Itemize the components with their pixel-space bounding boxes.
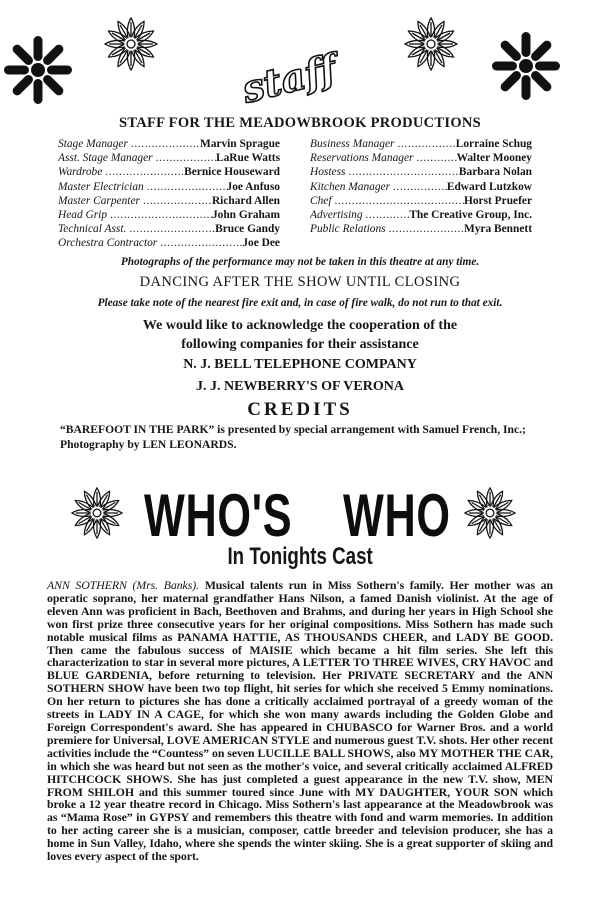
staff-name: The Creative Group, Inc. <box>409 208 532 221</box>
staff-name: Richard Allen <box>211 194 280 207</box>
staff-name: Bernice Houseward <box>184 166 280 179</box>
staff-row <box>310 222 532 236</box>
staff-name: Walter Mooney <box>456 152 532 165</box>
staff-role: Technical Asst. <box>58 223 127 236</box>
staff-name: Joe Dee <box>242 237 280 250</box>
outline-flower-icon <box>103 16 159 72</box>
staff-row <box>58 236 280 250</box>
whos-who-word-2: WHO <box>343 482 451 549</box>
staff-row <box>310 208 532 222</box>
staff-name: Joe Anfuso <box>226 180 280 193</box>
staff-role: Wardrobe <box>58 166 103 179</box>
staff-heading: STAFF FOR THE MEADOWBROOK PRODUCTIONS <box>118 115 482 131</box>
staff-role: Master Carpenter <box>58 194 140 207</box>
leader-dots <box>390 180 447 194</box>
company-name: J. J. NEWBERRY'S OF VERONA <box>196 379 404 394</box>
staff-title-text: staff <box>237 45 341 112</box>
credits-text: “BAREFOOT IN THE PARK” is presented by special arrangement with Samuel French, Inc.; Photography by LEN LEONARDS. <box>60 423 526 451</box>
cast-subtitle-text: In Tonights Cast <box>227 543 373 570</box>
staff-row <box>310 151 532 165</box>
staff-row <box>58 222 280 236</box>
outline-flower-icon <box>70 486 124 540</box>
staff-name: LaRue Watts <box>215 152 280 165</box>
solid-flower-icon <box>2 34 74 106</box>
staff-row <box>58 165 280 179</box>
whos-who-word-1: WHO'S <box>144 482 293 549</box>
leader-dots <box>153 151 216 165</box>
staff-title <box>232 44 362 114</box>
cast-subtitle <box>0 543 600 571</box>
staff-row <box>58 194 280 208</box>
leader-dots <box>394 137 455 151</box>
staff-role: Reservations Manager <box>310 152 414 165</box>
staff-role: Orchestra Contractor <box>58 237 158 250</box>
dancing-notice: DANCING AFTER THE SHOW UNTIL CLOSING <box>139 274 461 290</box>
acknowledgement-line-2: following companies for their assistance <box>181 337 419 352</box>
leader-dots <box>144 180 227 194</box>
staff-row <box>310 137 532 151</box>
staff-row <box>310 180 532 194</box>
leader-dots <box>345 165 458 179</box>
acknowledgement-line-1: We would like to acknowledge the cooperation of the <box>142 318 458 333</box>
staff-row <box>58 151 280 165</box>
staff-role: Public Relations <box>310 223 386 236</box>
staff-row <box>58 180 280 194</box>
fire-exit-notice: Please take note of the nearest fire exit and, in case of fire walk, do not run to that exit. <box>97 297 503 309</box>
staff-role: Kitchen Manager <box>310 180 391 193</box>
leader-dots <box>128 137 200 151</box>
staff-row <box>58 137 280 151</box>
leader-dots <box>332 194 464 208</box>
staff-role: Advertising <box>310 208 363 221</box>
leader-dots <box>157 236 242 250</box>
outline-flower-icon <box>403 16 459 72</box>
staff-name: Bruce Gandy <box>215 223 280 236</box>
staff-role: Business Manager <box>310 138 395 150</box>
bio-text: Musical talents run in Miss Sothern's family. Her mother was an operatic soprano, her maternal grandfather Hans Nilson, a famed Danish violinist. At the age of eleven Ann was proficient in Bach, Beethoven and Brahms, and during her years in High School she won first prize three consecutive years for her original compositions. Miss Sothern has made such notable musical films as PANAMA HATTIE, AS THOUSANDS CHEER, and LADY BE GOOD. Then came the fabulous success of MAISIE which became a hit film series. She left this characterization to star in several more pictures, A LETTER TO THREE WIVES, CRY HAVOC and BLUE GARDENIA, before returning to television. Her PRIVATE SECRETARY and the ANN SOTHERN SHOW have been two top flight, hit series for which she received 5 Emmy nominations. On her return to pictures she has done a critically acclaimed portrayal of a greedy woman of the streets in LADY IN A CAGE, for which she won many awards including the Golden Globe and Foreign Correspondent's award. She has appeared in CHUBASCO for Warner Bros. and a world premiere for Universal, LOVE AMERICAN STYLE and numerous guest T.V. shots. Her other recent activities include the “Countess” on seven LUCILLE BALL SHOWS, also MY MOTHER THE CAR, in which she was heard but not seen as the mother's voice, and several critically acclaimed ALFRED HITCHCOCK SHOWS. She has just completed a guest appearance in the new T.V. show, MEN FROM SHILOH and this summer toured since June with MY DAUGHTER, YOUR SON which broke a 12 year theatre record in Chicago. Miss Sothern's last appearance at the Meadowbrook was as “Mama Rose” in GYPSY and remembers this theatre with fond and warm memories. In addition to her acting career she is a musician, composer, cattle breeder and television producer, she has a home in Sun Valley, Idaho, where she spends the winter skiing. She is a great supporter of skiing and loves every aspect of the sport. <box>47 578 553 864</box>
leader-dots <box>386 222 464 236</box>
staff-role: Stage Manager <box>58 138 128 150</box>
leader-dots <box>102 165 184 179</box>
outline-flower-icon <box>463 486 517 540</box>
staff-list-right <box>310 137 532 236</box>
photographs-notice: Photographs of the performance may not be taken in this theatre at any time. <box>120 256 480 268</box>
staff-role: Asst. Stage Manager <box>58 152 153 165</box>
staff-role: Hostess <box>310 166 346 179</box>
staff-name: Lorraine Schug <box>455 138 532 150</box>
staff-row <box>310 165 532 179</box>
staff-role: Head Grip <box>58 208 108 221</box>
leader-dots <box>126 222 215 236</box>
staff-row <box>58 208 280 222</box>
credits-heading: CREDITS <box>247 399 353 420</box>
staff-name: Marvin Sprague <box>199 138 280 150</box>
leader-dots <box>413 151 456 165</box>
staff-name: Myra Bennett <box>463 223 532 236</box>
company-name: N. J. BELL TELEPHONE COMPANY <box>183 357 417 372</box>
staff-list-left <box>58 137 280 251</box>
cast-bio <box>47 579 553 863</box>
staff-role: Master Electrician <box>58 180 144 193</box>
leader-dots <box>363 208 410 222</box>
bio-name: ANN SOTHERN (Mrs. Banks). <box>47 578 200 592</box>
solid-flower-icon <box>490 30 562 102</box>
staff-row <box>310 194 532 208</box>
staff-name: Edward Lutzkow <box>446 180 532 193</box>
staff-name: John Graham <box>211 208 280 221</box>
leader-dots <box>107 208 212 222</box>
leader-dots <box>140 194 212 208</box>
staff-name: Barbara Nolan <box>458 166 532 179</box>
staff-role: Chef <box>310 194 332 207</box>
staff-name: Horst Pruefer <box>464 194 532 207</box>
